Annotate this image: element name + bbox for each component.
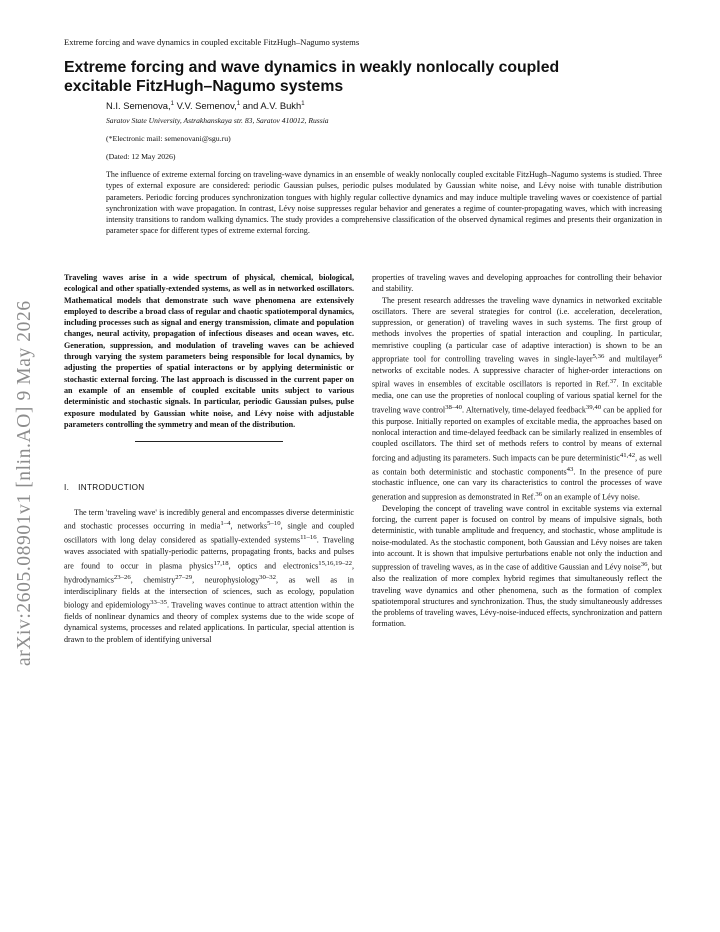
body-paragraph (372, 295, 662, 503)
paragraph-text: can be applied for this purpose. Initially reported on examples of excitable media, the approaches based on nonlocal interaction and time-delayed feedback can be similarly realized in ensembles of coupled oscillators. The third set of methods refers to control by means of external forcing and adjusting its parameters. Such impacts can be pure deterministic (372, 405, 662, 463)
paragraph-text: The term 'traveling wave' is incredibly general and encompasses diverse deterministic and stochastic processes occurring in media (64, 508, 354, 532)
citation: 5–10 (267, 520, 281, 528)
citation: 36 (640, 561, 648, 569)
citation: 37 (609, 378, 617, 386)
paragraph-text: . In the presence of pure stochastic influence, one can vary its characteristics to control the processes of wave generation and suppresion as demonstrated in Ref. (372, 467, 663, 502)
paragraph-text: The present research addresses the traveling wave dynamics in networked excitable oscillators. There are several strategies for control (i.e. acceleration, deceleration, suppression, or generation) of traveling waves in such systems. The first group of methods involves the properties of spatial interaction and coupling. In particular, memristive coupling (a particular case of adaptive interaction) is shown to be an appropriate tool for controlling traveling waves in single-layer (372, 295, 662, 364)
left-column (64, 272, 354, 645)
paragraph-text: . In excitable media, one can use the propreties of nonlocal coupling of various spatial kernel for the traveling wave control (372, 380, 662, 415)
lead-paragraph: Traveling waves arise in a wide spectrum of physical, chemical, biological, ecological and other spatially-extended systems, as well as in networked oscillators. Mathematical models that demonstrate such wave phenomena are extensively employed to describe a broad class of regular and chaotic spatiotemporal dynamics, including processes such as signal and energy transmission, climate and population changes, neural activity, propagation of infectious diseases and ocean waves, etc. Generation, suppression, and modulation of traveling waves can be achieved through varying the system parameters being responsible for local dynamics, by adjusting the properties of spatial interactons or by applying deterministic or stochastic external forcing. The last approach is discussed in the current paper on an example of an ensemble of coupled excitable units subject to various deterministic and stochastic signals. In particular, periodic Gaussian pulses, pulse exposure modulated by Gaussian white noise, and Lévy noise with adjustable parameters controlling the symmetry and mean of the distribution. (64, 273, 354, 429)
paper-title: Extreme forcing and wave dynamics in weakly nonlocally coupled excitable FitzHugh–Nagumo systems (64, 59, 560, 95)
paragraph-text: , single and coupled oscillators with long delay considered as spatially-extended systems (64, 522, 355, 546)
paragraph-text: and multilayer (604, 354, 659, 364)
paragraph-text: , neurophysiology (192, 575, 260, 585)
paragraph-text: Developing the concept of traveling wave control in excitable systems via external forcing, the current paper is focused on control by means of impulsive signals, both deterministic, with tunable amplitude and frequency, and stochastic, whose amplitude is noise-modulated. As the stochastic component, both Gaussian and Lévy noises are taken into account. It is shown that impulsive perturbations enable not only the induction and suppression of traveling waves, as in the case of additive Gaussian and Lévy noise (372, 503, 662, 572)
citation: 11–16 (300, 534, 317, 542)
citation: 17,18 (213, 559, 229, 567)
paragraph-text: , but also the realization of more complex hybrid regimes that simultaneously reflect the traveling wave dynamics and other phenomena, such as the formation of complex spatiotemporal structures and synchronization. Thus, the study simultaneously addresses the problems of traveling waves, Lévy-noise-induced effects, synchronization and pattern formation. (372, 562, 663, 629)
citation: 43 (566, 465, 574, 473)
citation: 30–32 (259, 573, 277, 581)
citation: 23–26 (113, 573, 131, 581)
author-list (106, 100, 305, 111)
paragraph-text: . Alternatively, time-delayed feedback (462, 405, 586, 415)
citation: 5,36 (592, 353, 605, 361)
section-title: INTRODUCTION (78, 483, 145, 493)
citation: 6 (658, 353, 662, 361)
paragraph-text: . Traveling waves continue to attract attention within the fields of nonlinear dynamics and theory of complex systems due to the wide scope of dynamical systems, processes and related applications. In particular, special attention is drawn to the problem of identifying universal (64, 600, 354, 644)
date-line: (Dated: 12 May 2026) (106, 152, 176, 161)
author-name: V.V. Semenov, (176, 100, 237, 111)
separator-rule (135, 441, 283, 442)
arxiv-identifier-stamp: arXiv:2605.08901v1 [nlin.AO] 9 May 2026 (14, 300, 35, 666)
paragraph-text: . Traveling waves associated with spatially-periodic patterns, propagating fronts, backs and pulses are found to occur in plasma physics (64, 536, 354, 571)
citation: 38–40 (445, 403, 463, 411)
paragraph-text: , networks (230, 522, 268, 532)
section-number: I. (64, 483, 70, 493)
author-name: N.I. Semenova, (106, 100, 171, 111)
affiliation: Saratov State University, Astrakhanskaya str. 83, Saratov 410012, Russia (106, 116, 329, 125)
body-paragraph (372, 503, 662, 630)
right-column (372, 272, 662, 630)
paragraph-text: , chemistry (130, 575, 176, 585)
citation: 15,16,19–22 (318, 559, 352, 567)
citation: 27–29 (175, 573, 193, 581)
body-paragraph (64, 507, 354, 645)
author-name: and A.V. Bukh (242, 100, 302, 111)
paragraph-text: , as well as in interdisciplinary fields at the intersection of sciences, such as ecology, population biology and epidemiology (64, 575, 354, 610)
paragraph-text: on an example of Lévy noise. (542, 492, 640, 502)
affiliation-marker: 1 (236, 100, 241, 107)
citation: 41,42 (619, 451, 636, 459)
citation: 33–35 (150, 598, 167, 606)
paragraph-text: , optics and electronics (228, 561, 319, 571)
section-heading (64, 483, 354, 492)
citation: 1–4 (220, 520, 231, 528)
affiliation-marker: 1 (170, 100, 174, 107)
paragraph-text: , hydrodynamics (64, 561, 354, 585)
corresponding-email: (*Electronic mail: semenovani@sgu.ru) (106, 134, 231, 143)
paragraph-text: , as well as contain both deterministic and stochastic components (372, 453, 662, 477)
citation: 39,40 (585, 403, 602, 411)
citation: 36 (535, 490, 543, 498)
body-paragraph: properties of traveling waves and developing approaches for controlling their behavior and stability. (372, 273, 662, 294)
affiliation-marker: 1 (301, 100, 305, 107)
paragraph-text: networks of excitable nodes. A suppressive character of higher-order interactions on spiral waves in ensembles of excitable oscillators is reported in Ref. (372, 366, 662, 390)
abstract: The influence of extreme external forcing on traveling-wave dynamics in an ensemble of weakly nonlocally coupled excitable FitzHugh–Nagumo systems is studied. Three types of external exposure are considered: periodic Gaussian pulses, periodic pulses modulated by Gaussian white noise, and Lévy noise with tunable distribution parameters. Periodic forcing produces synchronization tongues with highly regular collective dynamics and may induce multiple traveling waves or coexistence of partial synchronization with wave propagation. In contrast, Lévy noise suppresses regular behavior and generates a regime of counter-propagating waves, which with increasing intensity transitions to random walking dynamics. The study provides a comprehensive classification of the observed dynamical regimes and presents their organization in parameter space for different types of extreme external forcing. (106, 170, 662, 236)
running-head: Extreme forcing and wave dynamics in coupled excitable FitzHugh–Nagumo systems (64, 37, 360, 47)
